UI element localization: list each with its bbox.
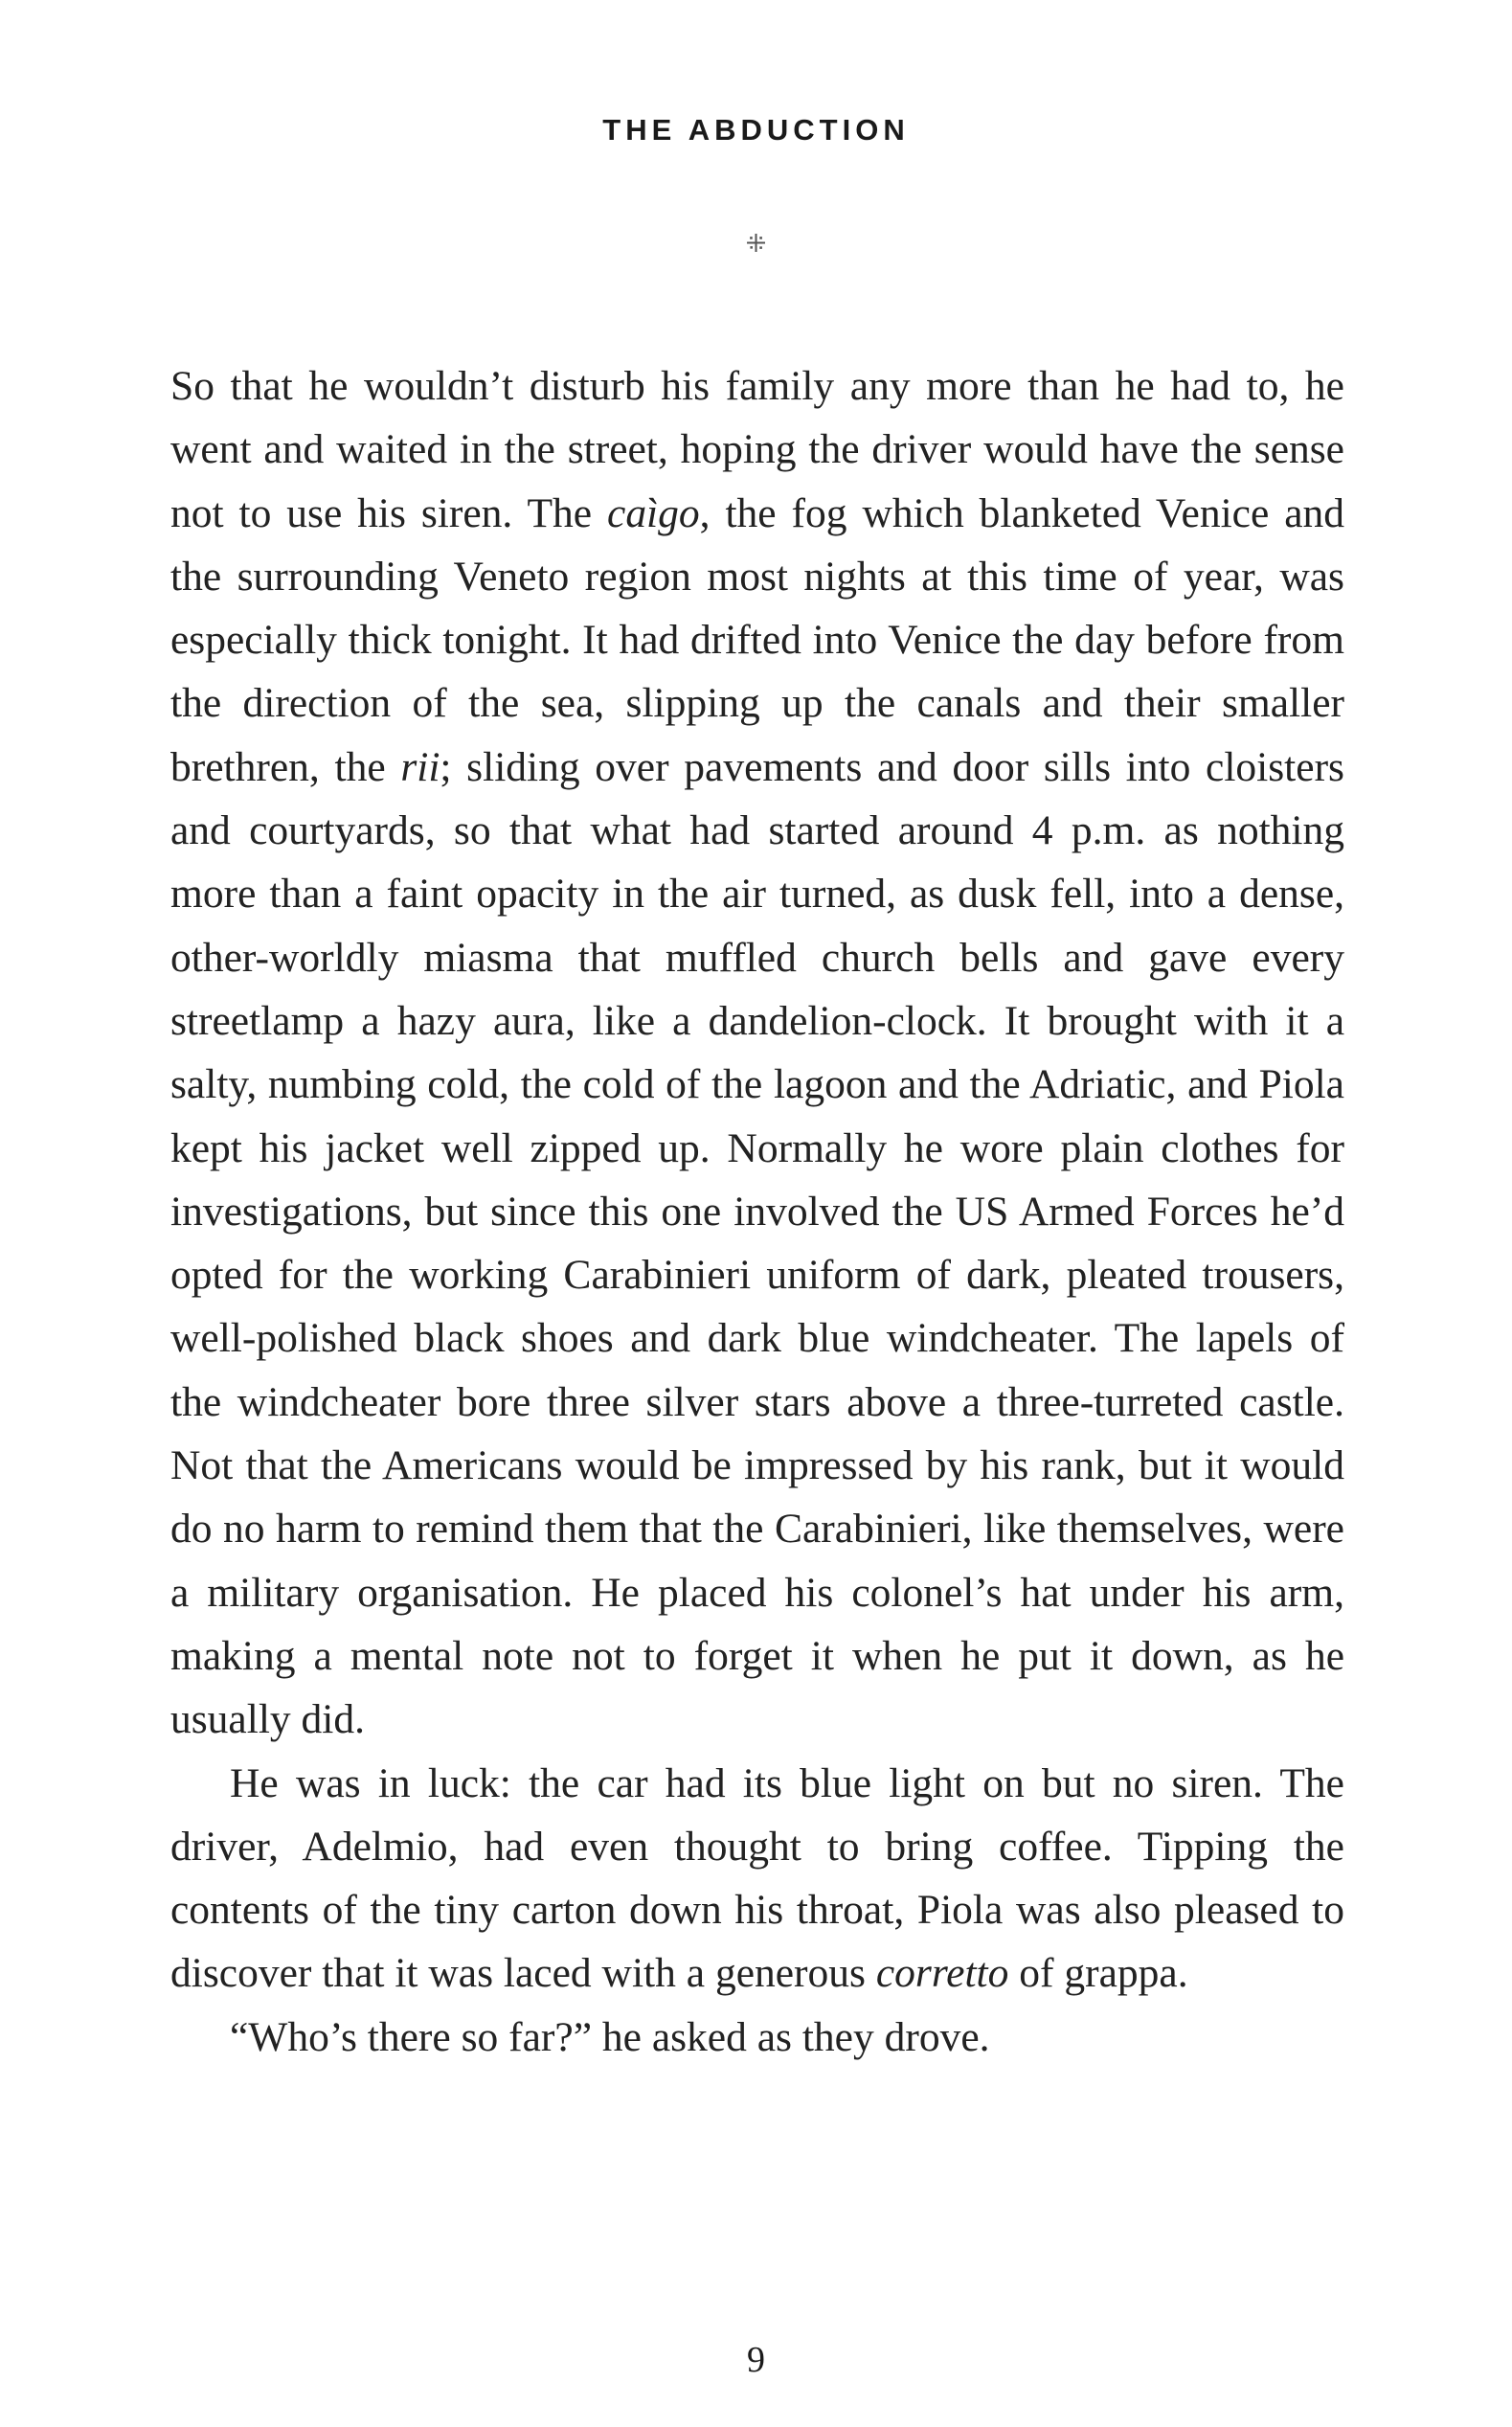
section-break-ornament: ⁜: [745, 230, 767, 258]
body-text: [170, 354, 1344, 2069]
text-run: So that he wouldn’t disturb his family any more than he had to, he went and waited in the street, hoping the driver would have the sense not to use his siren. The: [170, 363, 1344, 536]
text-run: of grappa.: [1008, 1950, 1188, 1997]
paragraph-1: [170, 354, 1344, 1752]
paragraph-3: [170, 2006, 1344, 2069]
text-run: ; sliding over pavements and door sills into cloisters and courtyards, so that what had started around 4 p.m. as nothing more than a faint opacity in the air turned, as dusk fell, into a dense, other-worldly miasma that muffled church bells and gave every streetlamp a hazy aura, like a dandelion-clock. It brought with it a salty, numbing cold, the cold of the lagoon and the Adriatic, and Piola kept his jacket well zipped up. Normally he wore plain clothes for investigations, but since this one involved the US Armed Forces he’d opted for the working Carabinieri uniform of dark, pleated trousers, well-polished black shoes and dark blue windcheater. The lapels of the windcheater bore three silver stars above a three-turreted castle. Not that the Americans would be impressed by his rank, but it would do no harm to remind them that the Carabinieri, like themselves, were a military organisation. He placed his colonel’s hat under his arm, making a mental note not to forget it when he put it down, as he usually did.: [170, 743, 1344, 1743]
text-run: , the fog which blanketed Venice and the surrounding Veneto region most nights at this time of year, was especially thick tonight. It had drifted into Venice the day before from the direction of the sea, slipping up the canals and their smaller brethren, the: [170, 489, 1345, 790]
page-number: 9: [747, 2340, 765, 2380]
italic-term: rii: [400, 743, 440, 790]
italic-term: corretto: [875, 1950, 1009, 1997]
text-run: He was in luck: the car had its blue light on but no siren. The driver, Adelmio, had even thought to bring coffee. Tipping the contents of the tiny carton down his throat, Piola was also pleased to discover that it was laced with a generous: [170, 1759, 1344, 1997]
running-head: THE ABDUCTION: [602, 113, 910, 147]
paragraph-2: [170, 1752, 1344, 2006]
text-run: “Who’s there so far?” he asked as they drove.: [230, 2013, 990, 2060]
italic-term: caìgo: [607, 489, 700, 536]
